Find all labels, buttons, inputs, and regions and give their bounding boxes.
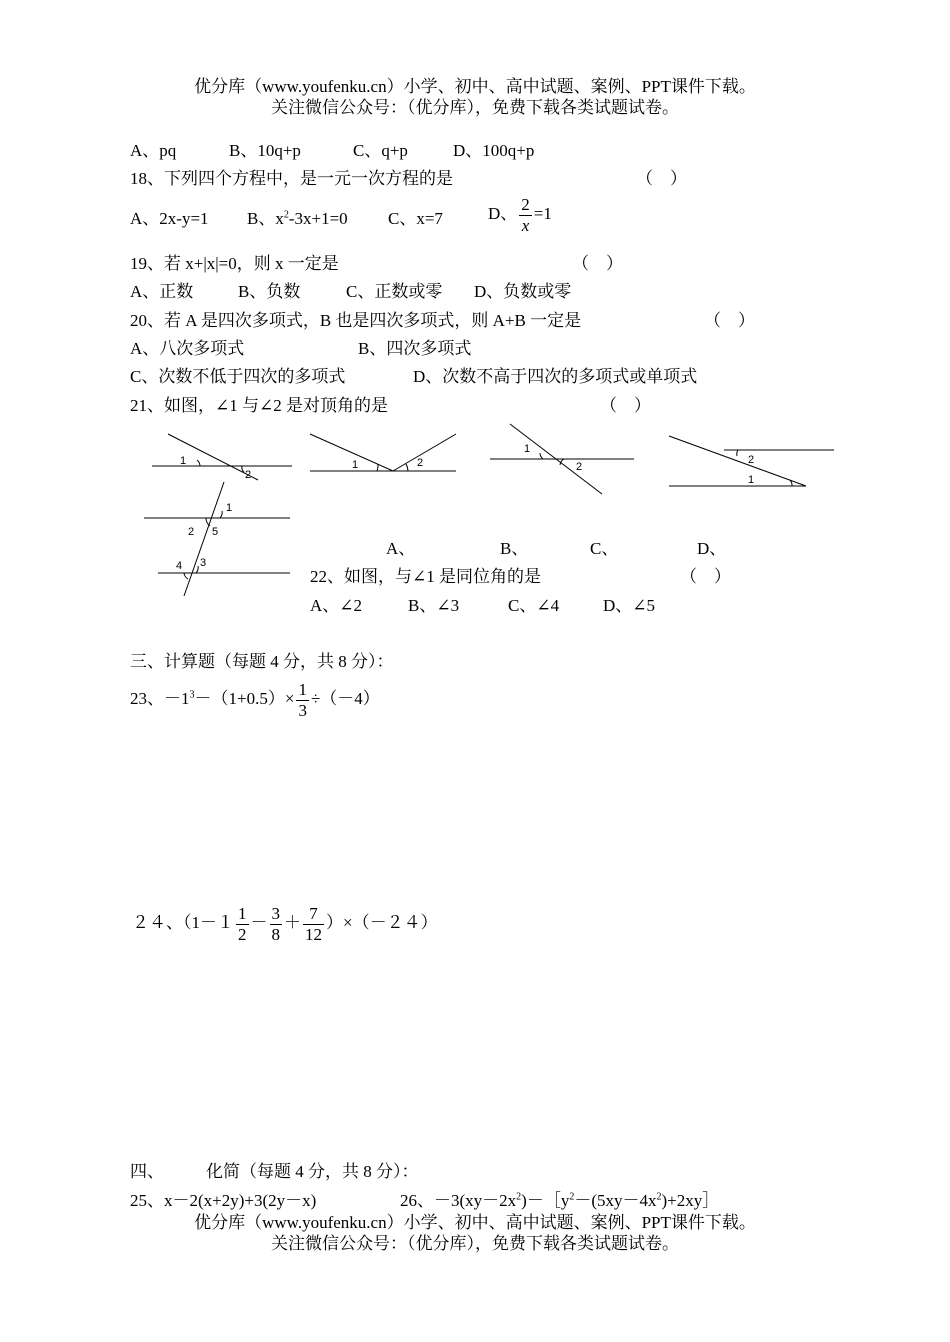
q21-figure-b — [310, 434, 456, 471]
q20-bracket: （ ） — [704, 311, 755, 330]
q22-figure — [140, 476, 300, 602]
q26-expression: 26、$-3(xy-2x^2)-[y^2-(5xy-4x^2)+2xy]$ — [400, 1191, 720, 1210]
fig22-label-2: 2 — [188, 526, 195, 538]
q21-figure-c — [490, 424, 634, 494]
fig-a-label-1: 1 — [180, 455, 187, 467]
q23-expression: 23、$-1^3-(1+0.5)\times$ $\frac{1}{3}$ ÷（－4） — [130, 679, 380, 720]
q18-bracket: （ ） — [636, 169, 687, 188]
q20-option-c: C、次数不低于四次的多项式 — [130, 367, 346, 386]
fig-d-label-2: 2 — [748, 454, 755, 466]
q18-option-b: B、$x^2-3x+1=0$ — [247, 209, 348, 228]
section-4-number: 四、 — [130, 1162, 164, 1181]
section-3-title: 三、计算题（每题 4 分，共 8 分）： — [130, 652, 394, 671]
fig-b-label-2: 2 — [417, 457, 424, 469]
q21-label-d: D、 — [697, 539, 727, 558]
q21-stem: 21、如图，∠1 与∠2 是对顶角的是 — [130, 396, 388, 415]
q21-bracket: （ ） — [600, 396, 651, 415]
q19-stem: 19、若 x+|x|=0，则 x 一定是 — [130, 254, 339, 273]
q22-option-c: C、∠4 — [508, 596, 560, 615]
q21-label-b: B、 — [500, 539, 529, 558]
fig22-label-3: 3 — [200, 557, 207, 569]
q21-label-a: A、 — [386, 539, 416, 558]
q25-expression: 25、x－2(x+2y)+3(2y－x) — [130, 1191, 317, 1210]
header-line-2: 关注微信公众号：（优分库），免费下载各类试题试卷。 — [271, 98, 679, 117]
q21-figure-a — [152, 434, 292, 480]
fig-c-label-2: 2 — [576, 461, 583, 473]
q22-bracket: （ ） — [680, 567, 731, 586]
q17-option-c: C、q+p — [353, 141, 408, 160]
q22-option-a: A、∠2 — [310, 596, 363, 615]
q19-option-c: C、正数或零 — [346, 282, 443, 301]
header-line-1: 优分库（www.youfenku.cn）小学、初中、高中试题、案例、PPT课件下载。 — [194, 77, 756, 96]
q18-option-a: A、2x-y=1 — [130, 209, 209, 228]
fig-d-label-1: 1 — [748, 474, 755, 486]
q19-option-d: D、负数或零 — [474, 282, 572, 301]
q18-stem: 18、下列四个方程中，是一元一次方程的是 — [130, 169, 453, 188]
q21-label-c: C、 — [590, 539, 619, 558]
q19-option-b: B、负数 — [238, 282, 301, 301]
q22-stem: 22、如图，与∠1 是同位角的是 — [310, 567, 541, 586]
q20-option-b: B、四次多项式 — [358, 339, 472, 358]
q20-option-a: A、八次多项式 — [130, 339, 245, 358]
q18-option-d: D、 $\frac{2}{x}$ =1 — [488, 194, 552, 235]
q22-option-d: D、∠5 — [603, 596, 656, 615]
q18-option-c: C、x=7 — [388, 209, 443, 228]
section-4-title: 化简（每题 4 分，共 8 分）： — [206, 1162, 419, 1181]
q17-option-a: A、pq — [130, 141, 177, 160]
q19-option-a: A、正数 — [130, 282, 194, 301]
footer-line-1: 优分库（www.youfenku.cn）小学、初中、高中试题、案例、PPT课件下载。 — [194, 1213, 756, 1232]
q24-expression: ２４、（1－１ $\frac{1}{2}$ － $\frac{3}{8}$ ＋ $\frac{7}{12}$ ）×（－２４） — [132, 903, 438, 944]
footer-line-2: 关注微信公众号：（优分库），免费下载各类试题试卷。 — [271, 1234, 679, 1253]
q17-option-d: D、100q+p — [453, 141, 535, 160]
fig22-label-4: 4 — [176, 560, 183, 572]
fig-a-label-2: 2 — [245, 469, 252, 481]
fig22-label-1: 1 — [226, 502, 233, 514]
q20-stem: 20、若 A 是四次多项式，B 也是四次多项式，则 A+B 一定是 — [130, 311, 582, 330]
q19-bracket: （ ） — [572, 254, 623, 273]
q17-option-b: B、10q+p — [229, 141, 301, 160]
fig-b-label-1: 1 — [352, 459, 359, 471]
q22-option-b: B、∠3 — [408, 596, 460, 615]
fig-c-label-1: 1 — [524, 443, 531, 455]
fig22-label-5: 5 — [212, 526, 219, 538]
q20-option-d: D、次数不高于四次的多项式或单项式 — [413, 367, 698, 386]
